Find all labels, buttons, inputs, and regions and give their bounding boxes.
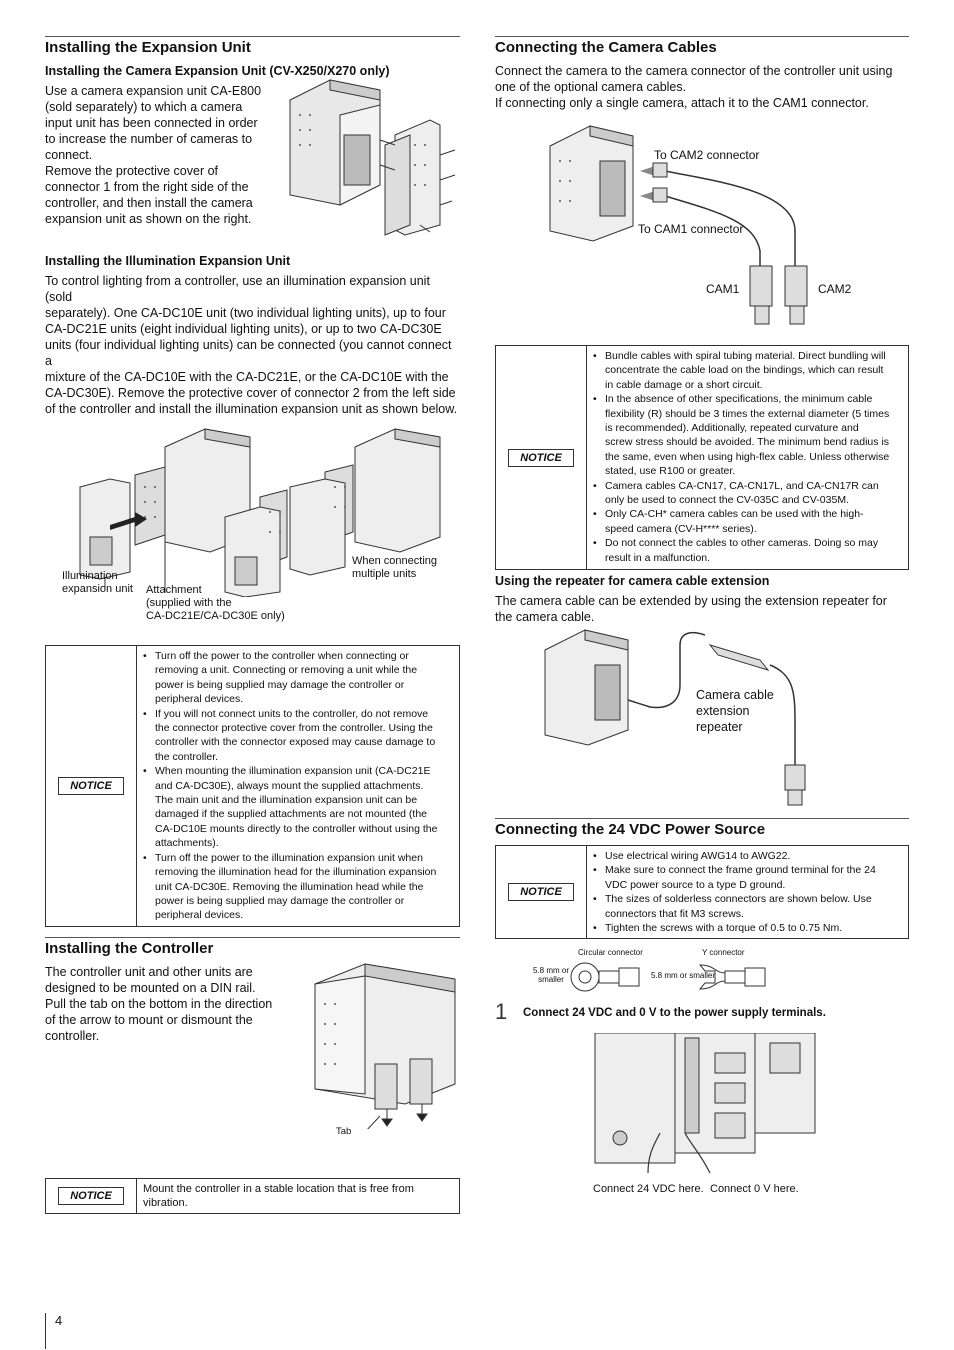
notice-item: • Only CA-CH* camera cables can be used with the high- speed camera (CV-H**** series). <box>593 507 902 536</box>
notice-item: • Use electrical wiring AWG14 to AWG22. <box>593 849 902 863</box>
step-text: Connect 24 VDC and 0 V to the power supply terminals. <box>523 1007 826 1019</box>
repeater-label: Camera cable extension repeater <box>696 688 774 734</box>
notice-badge: NOTICE <box>508 449 574 467</box>
illumination-subtitle: Installing the Illumination Expansion Unit <box>45 254 291 268</box>
notice-item: • Turn off the power to the controller when connecting or removing a unit. Connecting or removing a unit while the power is being supplied may damage the controller or peripheral devices. <box>143 649 453 707</box>
notice-list <box>593 849 902 935</box>
notice-badge: NOTICE <box>58 777 124 795</box>
notice-text: vibration. <box>143 1197 188 1210</box>
notice-text: Mount the controller in a stable location that is free from <box>143 1183 414 1195</box>
notice-box-power <box>495 845 909 939</box>
illumination-text: To control lighting from a controller, use an illumination expansion unit (sold separately). One CA-DC10E unit (two individual lighting units), up to four CA-DC21E units (eight individual lighting units), or up to two CA-DC30E units (four individual lighting units) can be connected (you cannot connect a mixture of the CA-DC10E with the CA-DC21E, or the CA-DC10E with the CA-DC30E). Remove the protective cover of connector 2 from the left side of the controller and install the illumination expansion unit as shown below. <box>45 274 458 416</box>
notice-item: • Do not connect the cables to other cameras. Doing so may result in a malfunction. <box>593 536 902 565</box>
camera-expansion-subtitle: Installing the Camera Expansion Unit (CV-X250/X270 only) <box>45 64 390 78</box>
notice-item: • The sizes of solderless connectors are shown below. Use connectors that fit M3 screws. <box>593 892 902 921</box>
camera-expansion-text: Use a camera expansion unit CA-E800 (sold separately) to which a camera input unit has been connected in order to increase the number of cameras to connect. Remove the protective cover of connector 1 from the right side of the controller, and then install the camera expansion unit as shown on the right. <box>45 84 262 226</box>
notice-box-mounting <box>45 1178 460 1214</box>
notice-item: • Make sure to connect the frame ground terminal for the 24 VDC power source to a type D ground. <box>593 863 902 892</box>
circular-connector-label: Circular connector <box>578 948 643 957</box>
to-cam2-label: To CAM2 connector <box>654 148 760 162</box>
notice-list <box>143 649 453 923</box>
power-terminal-figure <box>495 1035 909 1205</box>
notice-box-cables <box>495 345 909 570</box>
page-number: 4 <box>55 1313 63 1328</box>
camera-cables-text: Connect the camera to the camera connector of the controller unit using one of the optional camera cables. If connecting only a single camera, attach it to the CAM1 connector. <box>495 64 893 110</box>
attachment-label: Attachment (supplied with the CA-DC21E/CA-DC30E only) <box>146 584 285 622</box>
illumination-unit-label: Illumination expansion unit <box>62 570 133 595</box>
notice-item: • Turn off the power to the illumination expansion unit when removing the illumination head for the illumination expansion unit CA-DC30E. Removing the illumination head while the power is being supplied may damage the controller or peripheral devices. <box>143 851 453 923</box>
step-number: 1 <box>495 999 508 1024</box>
illumination-figure <box>45 423 460 645</box>
to-cam1-label: To CAM1 connector <box>638 222 744 236</box>
notice-badge: NOTICE <box>58 1187 124 1205</box>
notice-badge: NOTICE <box>508 883 574 901</box>
controller-text: The controller unit and other units are designed to be mounted on a DIN rail. Pull the tab on the bottom in the direction of the arrow to mount or dismount the controller. <box>45 965 273 1043</box>
page-margin-rule <box>45 1313 46 1349</box>
step-1 <box>495 999 909 1035</box>
repeater-subtitle: Using the repeater for camera cable extension <box>495 574 770 588</box>
notice-item: • If you will not connect units to the controller, do not remove the connector protective cover from the controller. Using the controller with the connector exposed may cause damage to the controller. <box>143 707 453 765</box>
circular-size-label: 5.8 mm or smaller <box>533 966 570 984</box>
power-terminal-illustration <box>590 1033 820 1178</box>
repeater-text: The camera cable can be extended by using the extension repeater for the camera cable. <box>495 594 887 624</box>
connector-shapes <box>565 955 865 1005</box>
tab-label: Tab <box>336 1126 352 1137</box>
notice-item: • Bundle cables with spiral tubing material. Direct bundling will concentrate the cable load on the bindings, which can result in cable damage or a short circuit. <box>593 349 902 392</box>
camera-cables-figure <box>495 111 909 345</box>
cam2-label: CAM2 <box>818 282 852 296</box>
camera-expansion-illustration <box>280 75 460 240</box>
camera-cables-title: Connecting the Camera Cables <box>495 36 909 57</box>
y-connector-label: Y connector <box>702 948 745 957</box>
cam1-label: CAM1 <box>706 282 740 296</box>
notice-item: • When mounting the illumination expansion unit (CA-DC21E and CA-DC30E), always mount the supplied attachments. The main unit and the illumination expansion unit can be damaged if the supplied attachments are not mounted (the CA-DC10E mounts directly to the controller without using the attachments). <box>143 764 453 850</box>
repeater-figure <box>495 625 909 817</box>
y-size-label: 5.8 mm or smaller <box>651 971 716 980</box>
connect-0v-label: Connect 0 V here. <box>710 1183 799 1195</box>
right-column <box>495 36 909 1205</box>
notice-item: • Tighten the screws with a torque of 0.5 to 0.75 Nm. <box>593 921 902 935</box>
connector-sizes-figure <box>495 939 909 1007</box>
controller-din-illustration <box>305 954 465 1129</box>
connect-24v-label: Connect 24 VDC here. <box>593 1183 704 1195</box>
notice-list <box>593 349 902 565</box>
controller-title: Installing the Controller <box>45 937 460 958</box>
power-title: Connecting the 24 VDC Power Source <box>495 818 909 839</box>
multiple-units-label: When connecting multiple units <box>352 555 437 580</box>
expansion-title: Installing the Expansion Unit <box>45 36 460 57</box>
notice-item: • In the absence of other specifications, the minimum cable flexibility (R) should be 3 times the external diameter (5 times is recommended). Additionally, repeated curvature and screw stress should be avoided. The minimum bend radius is the same, even when using high-flex cable. Unless otherwise stated, use R100 or greater. <box>593 392 902 478</box>
notice-item: • Camera cables CA-CN17, CA-CN17L, and CA-CN17R can only be used to connect the CV-035C and CV-035M. <box>593 479 902 508</box>
notice-box-units <box>45 645 460 927</box>
left-column <box>45 36 460 1214</box>
